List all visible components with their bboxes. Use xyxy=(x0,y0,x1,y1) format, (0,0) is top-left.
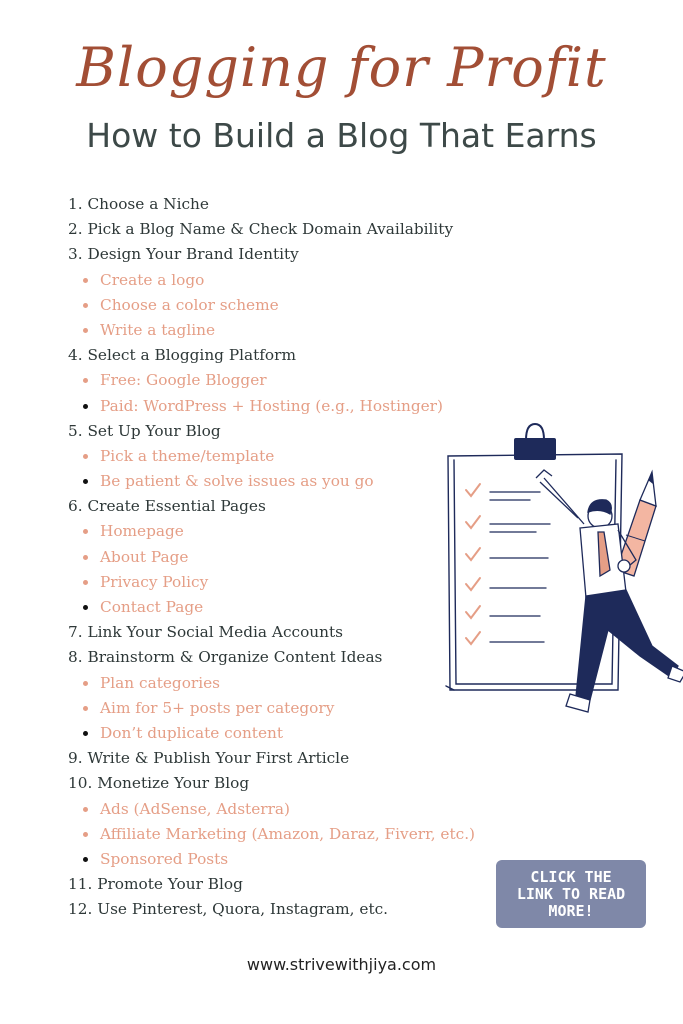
step-text: Privacy Policy xyxy=(100,572,209,591)
page-subtitle: How to Build a Blog That Earns xyxy=(86,116,597,155)
sub-step-item xyxy=(68,293,508,318)
website-url[interactable]: www.strivewithjiya.com xyxy=(246,955,437,974)
bullet-icon xyxy=(83,706,88,711)
step-text: Contact Page xyxy=(100,598,204,616)
step-text: Aim for 5+ posts per category xyxy=(100,698,335,717)
step-text: Free: Google Blogger xyxy=(100,371,267,390)
step-item xyxy=(68,771,508,796)
step-text: Be patient & solve issues as you go xyxy=(100,472,374,491)
sub-step-item xyxy=(68,847,508,872)
sub-step-item xyxy=(68,394,508,419)
bullet-icon xyxy=(83,378,88,383)
bullet-icon xyxy=(83,479,88,484)
step-text: 2. Pick a Blog Name & Check Domain Availability xyxy=(68,220,454,239)
step-text: 12. Use Pinterest, Quora, Instagram, etc. xyxy=(68,900,389,919)
cta-line-1: CLICK THE xyxy=(530,867,612,886)
step-text: 4. Select a Blogging Platform xyxy=(68,346,296,365)
bullet-icon xyxy=(83,328,88,333)
bullet-icon xyxy=(83,605,88,610)
step-text: Paid: WordPress + Hosting (e.g., Hostinger) xyxy=(100,396,443,415)
sub-step-item xyxy=(68,368,508,393)
step-text: 9. Write & Publish Your First Article xyxy=(68,749,350,768)
script-title: Blogging for Profit xyxy=(76,36,607,99)
step-text: 6. Create Essential Pages xyxy=(68,497,266,516)
step-text: Plan categories xyxy=(100,673,221,692)
step-text: Don’t duplicate content xyxy=(100,723,283,742)
step-item xyxy=(68,343,508,368)
sub-step-item xyxy=(68,268,508,293)
step-item xyxy=(68,872,508,897)
step-item xyxy=(68,242,508,267)
sub-step-item xyxy=(68,822,508,847)
step-item xyxy=(68,217,508,242)
sub-step-item xyxy=(68,797,508,822)
step-item xyxy=(68,192,508,217)
step-text: Affiliate Marketing (Amazon, Daraz, Fiverr, etc.) xyxy=(100,824,476,843)
step-text: 5. Set Up Your Blog xyxy=(68,421,221,440)
bullet-icon xyxy=(83,807,88,812)
step-text: Write a tagline xyxy=(100,320,216,339)
step-text: Ads (AdSense, Adsterra) xyxy=(100,799,290,818)
bullet-icon xyxy=(83,857,88,862)
step-text: 11. Promote Your Blog xyxy=(68,875,243,894)
step-text: 3. Design Your Brand Identity xyxy=(68,245,299,264)
step-text: 8. Brainstorm & Organize Content Ideas xyxy=(68,648,383,667)
cta-line-3: MORE! xyxy=(548,901,594,920)
bullet-icon xyxy=(83,454,88,459)
bullet-icon xyxy=(83,580,88,585)
step-item xyxy=(68,897,508,922)
step-text: Sponsored Posts xyxy=(100,849,229,868)
sub-step-item xyxy=(68,318,508,343)
bullet-icon xyxy=(83,555,88,560)
step-text: Homepage xyxy=(100,522,184,541)
step-text: Choose a color scheme xyxy=(100,295,279,314)
step-text: About Page xyxy=(100,547,189,566)
sub-step-item xyxy=(68,721,508,746)
bullet-icon xyxy=(83,529,88,534)
bullet-icon xyxy=(83,832,88,837)
step-item xyxy=(68,746,508,771)
bullet-icon xyxy=(83,731,88,736)
cta-line-2: LINK TO READ xyxy=(516,884,626,903)
read-more-button[interactable] xyxy=(496,860,646,928)
bullet-icon xyxy=(83,404,88,409)
step-text: Create a logo xyxy=(100,270,205,289)
step-text: Pick a theme/template xyxy=(100,446,275,465)
step-text: 10. Monetize Your Blog xyxy=(68,774,250,793)
step-text: 7. Link Your Social Media Accounts xyxy=(68,623,343,642)
bullet-icon xyxy=(83,303,88,308)
bullet-icon xyxy=(83,681,88,686)
clipboard-checklist-illustration xyxy=(440,420,683,720)
bullet-icon xyxy=(83,278,88,283)
step-text: 1. Choose a Niche xyxy=(68,195,209,213)
